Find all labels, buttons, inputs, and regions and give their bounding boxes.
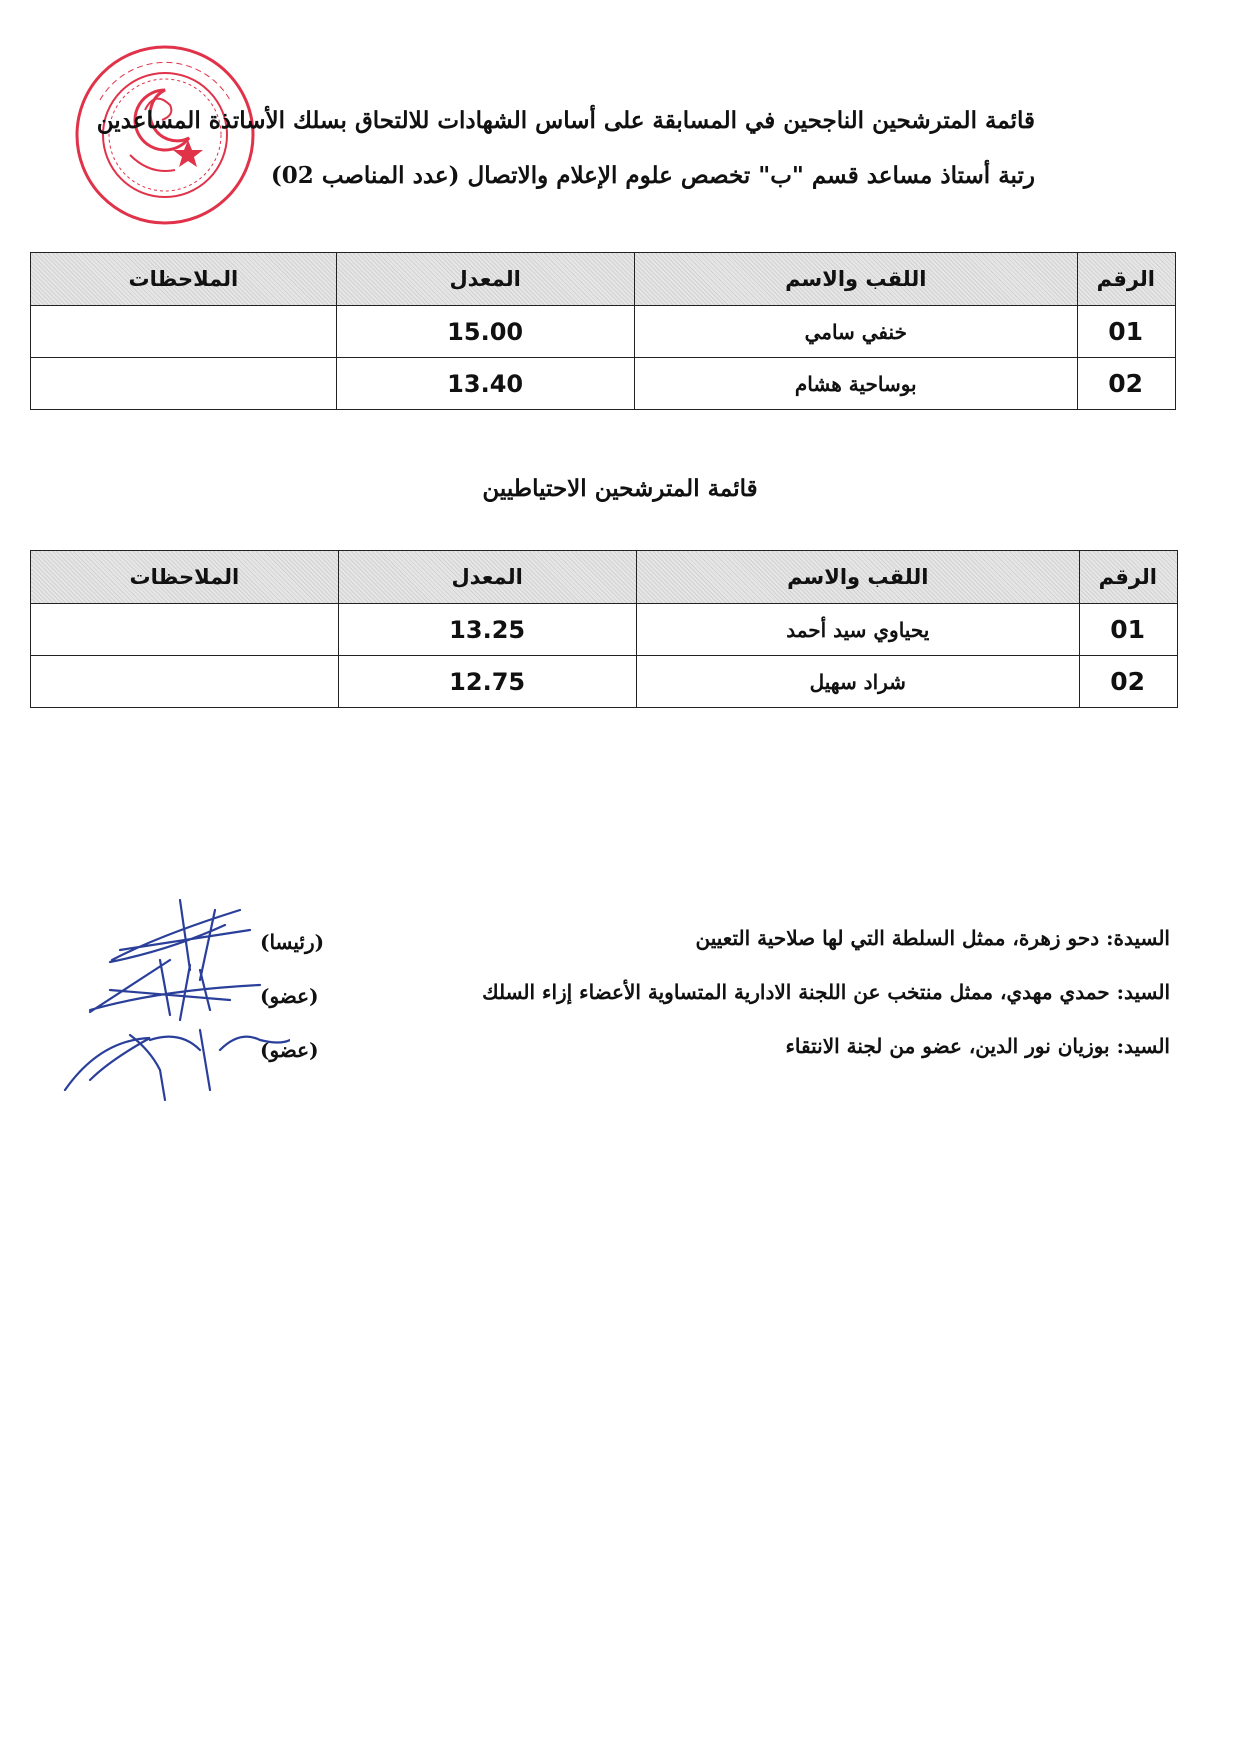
reserve-candidates-table	[30, 550, 1178, 708]
row-name: خنفي سامي	[634, 306, 1078, 358]
row-name: بوساحية هشام	[634, 358, 1078, 410]
committee-role-1: (رئيسا)	[260, 930, 325, 954]
committee-member-2: السيد: حمدي مهدي، ممثل منتخب عن اللجنة الادارية المتساوية الأعضاء إزاء السلك	[482, 980, 1170, 1004]
row-average: 13.40	[336, 358, 634, 410]
row-number: 02	[1080, 656, 1178, 708]
row-number: 02	[1078, 358, 1176, 410]
row-notes	[31, 358, 337, 410]
official-stamp	[70, 40, 260, 230]
successful-candidates-table	[30, 252, 1176, 410]
row-name: يحياوي سيد أحمد	[636, 604, 1080, 656]
row-average: 13.25	[338, 604, 636, 656]
row-notes	[31, 656, 339, 708]
col-average-header: المعدل	[336, 253, 634, 306]
col-notes-header: الملاحظات	[31, 551, 339, 604]
table-row	[31, 656, 1178, 708]
reserve-list-title: قائمة المترشحين الاحتياطيين	[482, 475, 758, 502]
row-notes	[31, 604, 339, 656]
table-row	[31, 604, 1178, 656]
row-name: شراد سهيل	[636, 656, 1080, 708]
committee-member-1: السيدة: دحو زهرة، ممثل السلطة التي لها صلاحية التعيين	[695, 926, 1170, 950]
col-name-header: اللقب والاسم	[636, 551, 1080, 604]
table-header-row	[31, 551, 1178, 604]
row-number: 01	[1080, 604, 1178, 656]
committee-role-2: (عضو)	[260, 984, 319, 1008]
row-average: 15.00	[336, 306, 634, 358]
document-title-line2: رتبة أستاذ مساعد قسم "ب" تخصص علوم الإعلام والاتصال (عدد المناصب 02)	[270, 162, 1035, 189]
col-notes-header: الملاحظات	[31, 253, 337, 306]
row-number: 01	[1078, 306, 1176, 358]
col-number-header: الرقم	[1078, 253, 1176, 306]
row-average: 12.75	[338, 656, 636, 708]
table-row	[31, 358, 1176, 410]
col-name-header: اللقب والاسم	[634, 253, 1078, 306]
committee-role-3: (عضو)	[260, 1038, 319, 1062]
row-notes	[31, 306, 337, 358]
signatures	[50, 890, 290, 1110]
table-header-row	[31, 253, 1176, 306]
table-row	[31, 306, 1176, 358]
col-number-header: الرقم	[1080, 551, 1178, 604]
document-title-line1: قائمة المترشحين الناجحين في المسابقة على أساس الشهادات للالتحاق بسلك الأساتذة المساعدين	[96, 107, 1035, 134]
col-average-header: المعدل	[338, 551, 636, 604]
committee-member-3: السيد: بوزيان نور الدين، عضو من لجنة الانتقاء	[785, 1034, 1170, 1058]
